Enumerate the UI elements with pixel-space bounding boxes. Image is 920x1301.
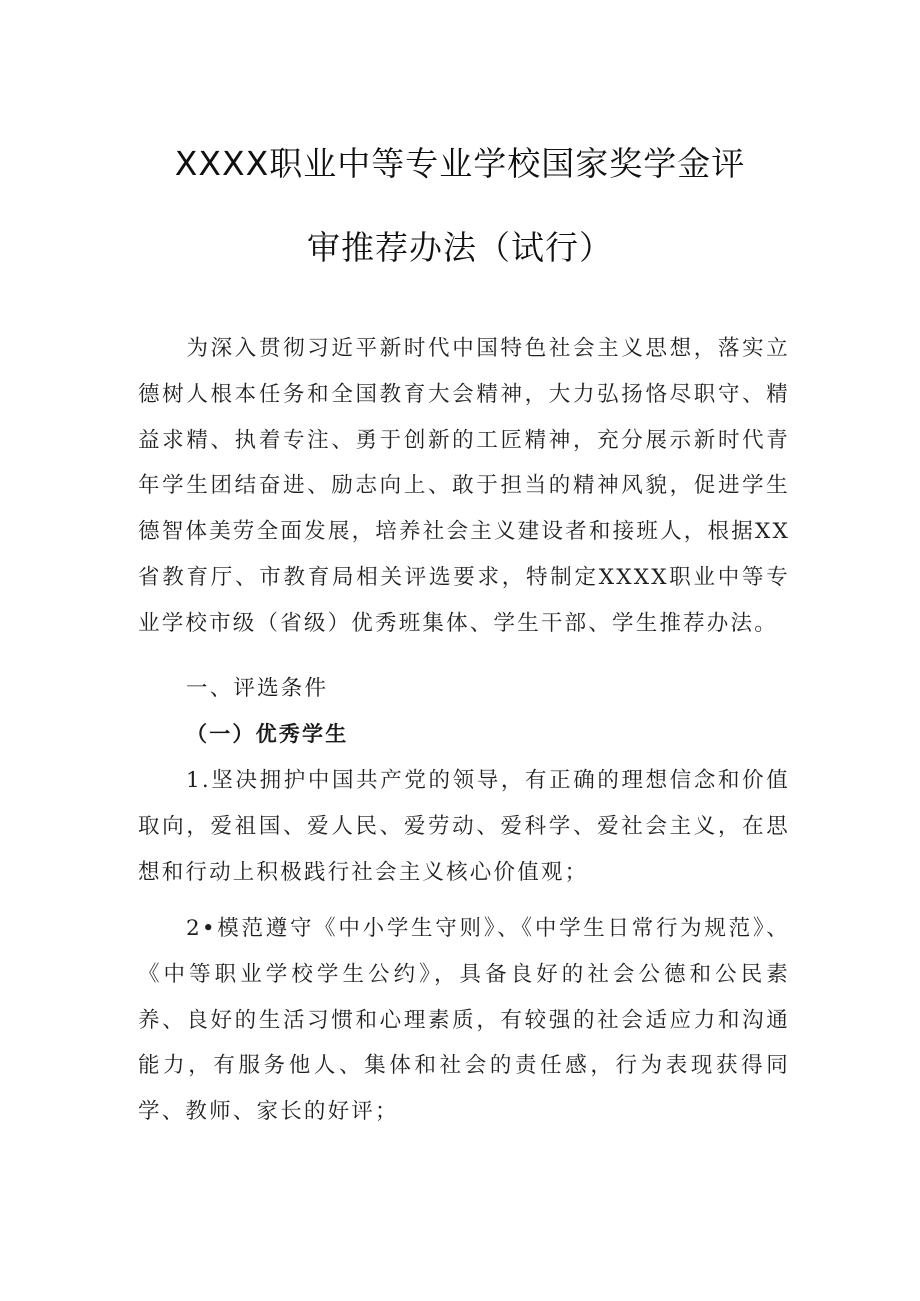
intro-paragraph (138, 326, 790, 647)
subsection-heading-excellent-students: （一）优秀学生 (186, 722, 349, 746)
criteria-item-2-text: 2•模范遵守《中小学生守则》、《中学生日常行为规范》、《中等职业学校学生公约》，具备良好的社会公德和公民素养、良好的生活习惯和心理素质，有较强的社会适应力和沟通能力，有服务他人、集体和社会的责任感，行为表现获得同学、教师、家长的好评； (138, 916, 790, 1125)
document-title-line-2: 审推荐办法（试行） (307, 228, 613, 267)
intro-text: 为深入贯彻习近平新时代中国特色社会主义思想，落实立德树人根本任务和全国教育大会精神，大力弘扬恪尽职守、精益求精、执着专注、勇于创新的工匠精神，充分展示新时代青年学生团结奋进、励志向上、敢于担当的精神风貌，促进学生德智体美劳全面发展，培养社会主义建设者和接班人，根据XX省教育厅、市教育局相关评选要求，特制定XXXX职业中等专业学校市级（省级）优秀班集体、学生干部、学生推荐办法。 (138, 336, 790, 636)
section-heading-criteria: 一、评选条件 (186, 676, 329, 701)
criteria-item-1 (138, 758, 790, 895)
document-title-line-1: XXXX职业中等专业学校国家奖学金评 (174, 144, 746, 183)
criteria-item-1-text: 1.坚决拥护中国共产党的领导，有正确的理想信念和价值取向，爱祖国、爱人民、爱劳动、爱科学、爱社会主义，在思想和行动上积极践行社会主义核心价值观； (138, 768, 790, 885)
criteria-item-2 (138, 906, 790, 1135)
